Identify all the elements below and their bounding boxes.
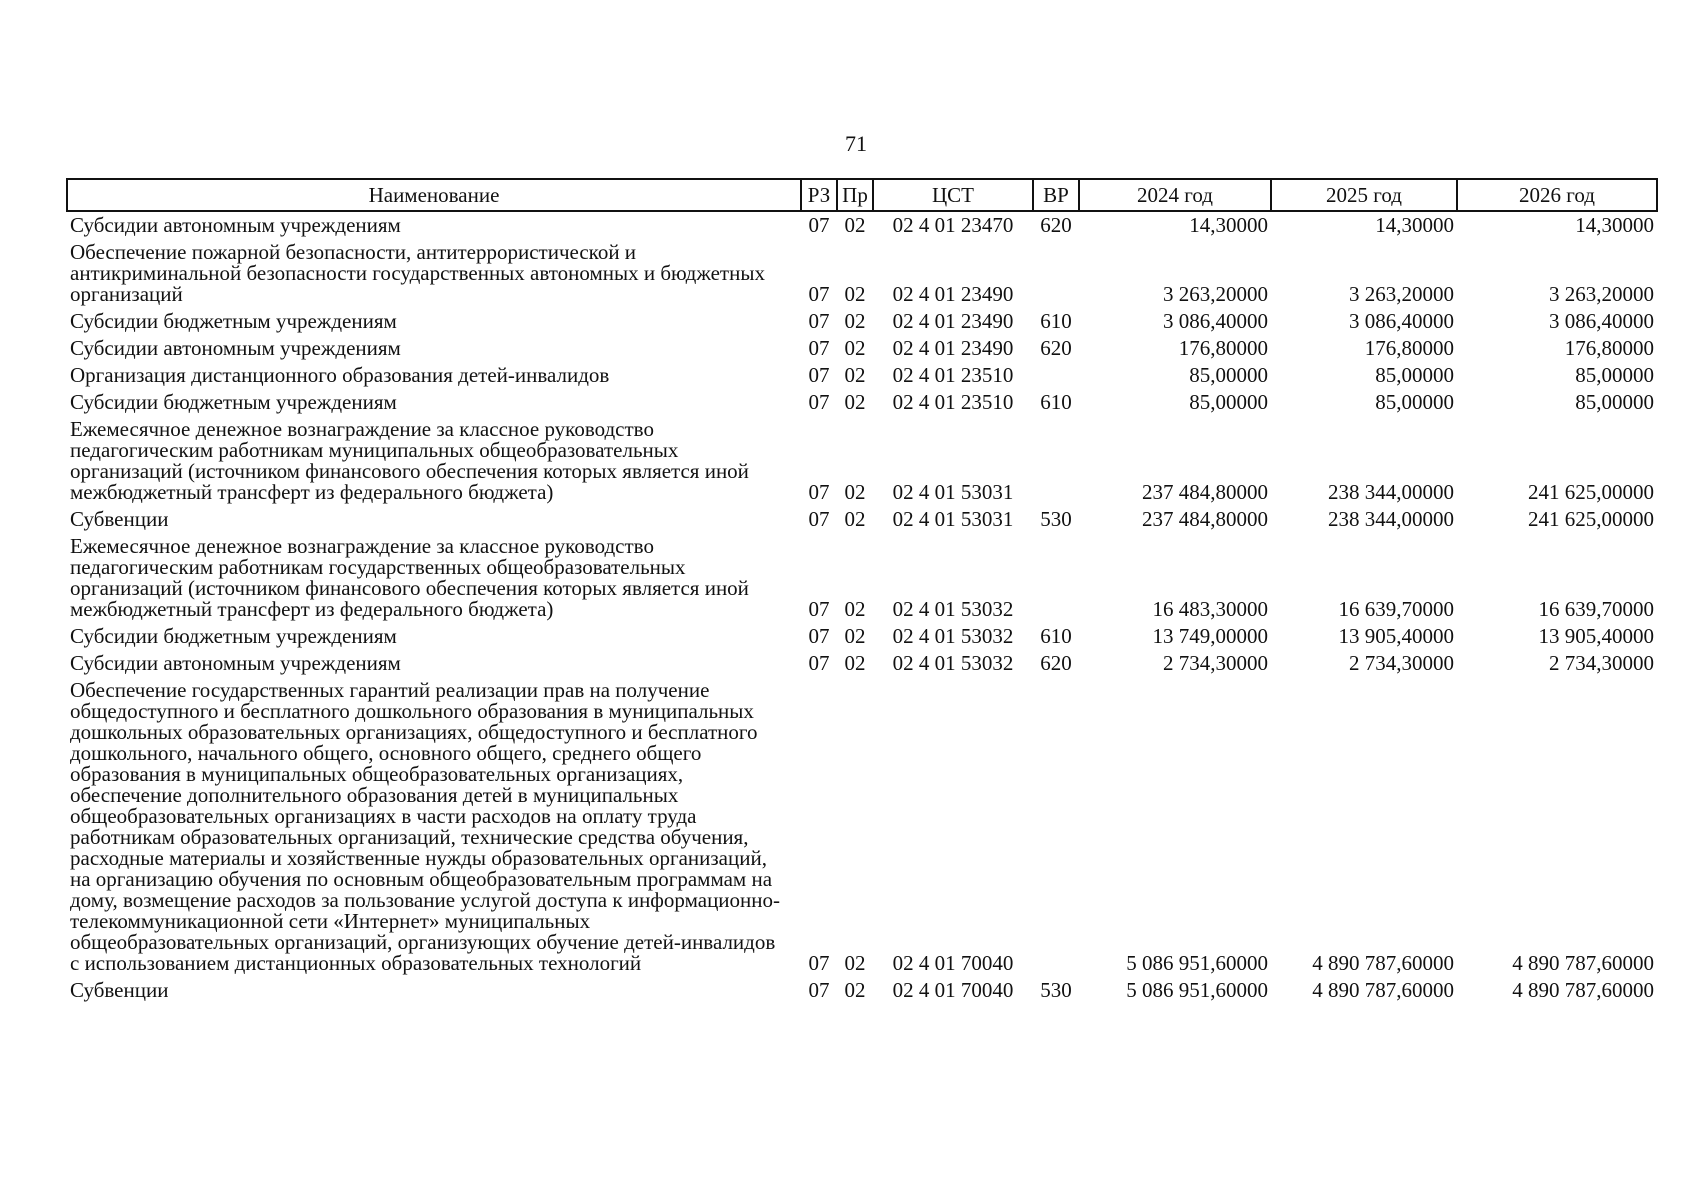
row-name: Субвенции: [70, 507, 169, 531]
row-2026: 85,00000: [1575, 363, 1654, 387]
table-row: [67, 677, 1657, 977]
row-pr: 02: [844, 507, 866, 531]
row-cst: 02 4 01 23490: [892, 309, 1014, 333]
row-rz: 07: [808, 624, 830, 648]
row-vr: [1033, 239, 1079, 308]
row-2026: 16 639,70000: [1538, 597, 1654, 621]
row-pr: 02: [844, 651, 866, 675]
row-pr: 02: [844, 363, 866, 387]
table-row: [67, 416, 1657, 506]
table-row: [67, 533, 1657, 623]
header-name: Наименование: [67, 179, 801, 211]
row-pr: 02: [844, 309, 866, 333]
row-2026: 13 905,40000: [1538, 624, 1654, 648]
row-name: Субсидии бюджетным учреждениям: [70, 390, 397, 414]
row-vr: [1033, 677, 1079, 977]
row-2025: 238 344,00000: [1328, 480, 1454, 504]
table-row: [67, 335, 1657, 362]
table-row: [67, 239, 1657, 308]
row-2025: 3 263,20000: [1349, 282, 1454, 306]
row-2024: 3 263,20000: [1163, 282, 1268, 306]
row-name: Организация дистанционного образования детей-инвалидов: [70, 363, 610, 387]
row-vr: [1033, 533, 1079, 623]
row-2026: 2 734,30000: [1549, 651, 1654, 675]
row-2025: 2 734,30000: [1349, 651, 1454, 675]
row-cst: 02 4 01 53032: [892, 624, 1014, 648]
row-2025: 238 344,00000: [1328, 507, 1454, 531]
row-2024: 16 483,30000: [1152, 597, 1268, 621]
row-pr: 02: [844, 282, 866, 306]
header-2026: 2026 год: [1457, 179, 1657, 211]
row-vr: 530: [1040, 978, 1072, 1002]
row-name: Ежемесячное денежное вознаграждение за классное руководство педагогическим работникам муниципальных общеобразовательных организаций (источником финансового обеспечения которых является иной межбюджетный трансферт из федерального бюджета): [70, 417, 749, 504]
row-2024: 85,00000: [1189, 390, 1268, 414]
row-2024: 2 734,30000: [1163, 651, 1268, 675]
row-pr: 02: [844, 597, 866, 621]
row-pr: 02: [844, 390, 866, 414]
row-2025: 176,80000: [1364, 336, 1454, 360]
row-pr: 02: [844, 480, 866, 504]
row-rz: 07: [808, 480, 830, 504]
row-cst: 02 4 01 53032: [892, 597, 1014, 621]
row-vr: 620: [1040, 336, 1072, 360]
table-row: [67, 211, 1657, 239]
row-2026: 241 625,00000: [1528, 480, 1654, 504]
row-cst: 02 4 01 70040: [892, 978, 1014, 1002]
row-name: Обеспечение пожарной безопасности, антитеррористической и антикриминальной безопасности государственных автономных и бюджетных организаций: [70, 240, 765, 306]
row-cst: 02 4 01 53031: [892, 507, 1014, 531]
table-row: [67, 308, 1657, 335]
row-2025: 3 086,40000: [1349, 309, 1454, 333]
row-name: Субсидии бюджетным учреждениям: [70, 624, 397, 648]
header-2025: 2025 год: [1271, 179, 1457, 211]
row-cst: 02 4 01 23510: [892, 390, 1014, 414]
row-vr: 620: [1040, 213, 1072, 237]
budget-table: [66, 178, 1658, 1004]
row-2025: 16 639,70000: [1338, 597, 1454, 621]
row-vr: 530: [1040, 507, 1072, 531]
row-2026: 4 890 787,60000: [1512, 951, 1654, 975]
header-2024: 2024 год: [1079, 179, 1271, 211]
row-name: Субвенции: [70, 978, 169, 1002]
row-2026: 241 625,00000: [1528, 507, 1654, 531]
page-number: 71: [845, 131, 867, 156]
row-name: Субсидии автономным учреждениям: [70, 651, 401, 675]
row-2024: 237 484,80000: [1142, 507, 1268, 531]
row-pr: 02: [844, 978, 866, 1002]
row-2025: 13 905,40000: [1338, 624, 1454, 648]
row-rz: 07: [808, 951, 830, 975]
row-2024: 13 749,00000: [1152, 624, 1268, 648]
row-2026: 4 890 787,60000: [1512, 978, 1654, 1002]
row-cst: 02 4 01 53031: [892, 480, 1014, 504]
row-2026: 176,80000: [1564, 336, 1654, 360]
row-vr: 620: [1040, 651, 1072, 675]
row-name: Субсидии автономным учреждениям: [70, 213, 401, 237]
row-vr: 610: [1040, 390, 1072, 414]
row-2024: 85,00000: [1189, 363, 1268, 387]
row-pr: 02: [844, 336, 866, 360]
row-rz: 07: [808, 978, 830, 1002]
row-2025: 4 890 787,60000: [1312, 951, 1454, 975]
row-2024: 3 086,40000: [1163, 309, 1268, 333]
table-header-row: [67, 179, 1657, 211]
row-rz: 07: [808, 597, 830, 621]
row-rz: 07: [808, 282, 830, 306]
header-vr: ВР: [1033, 179, 1079, 211]
row-pr: 02: [844, 951, 866, 975]
row-name: Обеспечение государственных гарантий реализации прав на получение общедоступного и бесплатного дошкольного образования в муниципальных дошкольных образовательных организациях, общедоступного и бесплатного дошкольного, начального общего, основного общего, среднего общего образования в муниципальных общеобразовательных организациях, обеспечение дополнительного образования детей в муниципальных общеобразовательных организациях в части расходов на оплату труда работникам образовательных организаций, технические средства обучения, расходные материалы и хозяйственные нужды образовательных организаций, на организацию обучения по основным общеобразовательным программам на дому, возмещение расходов за пользование услугой доступа к информационно-телекоммуникационной сети «Интернет» муниципальных общеобразовательных организаций, организующих обучение детей-инвалидов с использованием дистанционных образовательных технологий: [70, 678, 781, 975]
row-cst: 02 4 01 23490: [892, 282, 1014, 306]
row-cst: 02 4 01 23490: [892, 336, 1014, 360]
row-2024: 237 484,80000: [1142, 480, 1268, 504]
row-vr: [1033, 362, 1079, 389]
row-2026: 14,30000: [1575, 213, 1654, 237]
row-2025: 14,30000: [1375, 213, 1454, 237]
table-row: [67, 362, 1657, 389]
row-vr: 610: [1040, 624, 1072, 648]
row-2025: 85,00000: [1375, 390, 1454, 414]
row-2024: 14,30000: [1189, 213, 1268, 237]
row-name: Субсидии автономным учреждениям: [70, 336, 401, 360]
row-pr: 02: [844, 213, 866, 237]
table-row: [67, 506, 1657, 533]
table-row: [67, 623, 1657, 650]
row-vr: 610: [1040, 309, 1072, 333]
row-rz: 07: [808, 363, 830, 387]
row-vr: [1033, 416, 1079, 506]
row-2026: 3 086,40000: [1549, 309, 1654, 333]
row-cst: 02 4 01 23510: [892, 363, 1014, 387]
row-2026: 3 263,20000: [1549, 282, 1654, 306]
row-2025: 85,00000: [1375, 363, 1454, 387]
row-rz: 07: [808, 336, 830, 360]
table-row: [67, 389, 1657, 416]
row-rz: 07: [808, 651, 830, 675]
row-rz: 07: [808, 507, 830, 531]
row-name: Ежемесячное денежное вознаграждение за классное руководство педагогическим работникам государственных общеобразовательных организаций (источником финансового обеспечения которых является иной межбюджетный трансферт из федерального бюджета): [70, 534, 749, 621]
row-cst: 02 4 01 23470: [892, 213, 1014, 237]
row-2024: 5 086 951,60000: [1126, 951, 1268, 975]
row-2024: 176,80000: [1178, 336, 1268, 360]
row-rz: 07: [808, 309, 830, 333]
row-name: Субсидии бюджетным учреждениям: [70, 309, 397, 333]
header-pr: Пр: [837, 179, 873, 211]
header-cst: ЦСТ: [873, 179, 1033, 211]
header-rz: РЗ: [801, 179, 837, 211]
row-cst: 02 4 01 53032: [892, 651, 1014, 675]
row-pr: 02: [844, 624, 866, 648]
table-row: [67, 977, 1657, 1004]
row-rz: 07: [808, 390, 830, 414]
row-2026: 85,00000: [1575, 390, 1654, 414]
row-cst: 02 4 01 70040: [892, 951, 1014, 975]
row-rz: 07: [808, 213, 830, 237]
row-2024: 5 086 951,60000: [1126, 978, 1268, 1002]
row-2025: 4 890 787,60000: [1312, 978, 1454, 1002]
table-row: [67, 650, 1657, 677]
